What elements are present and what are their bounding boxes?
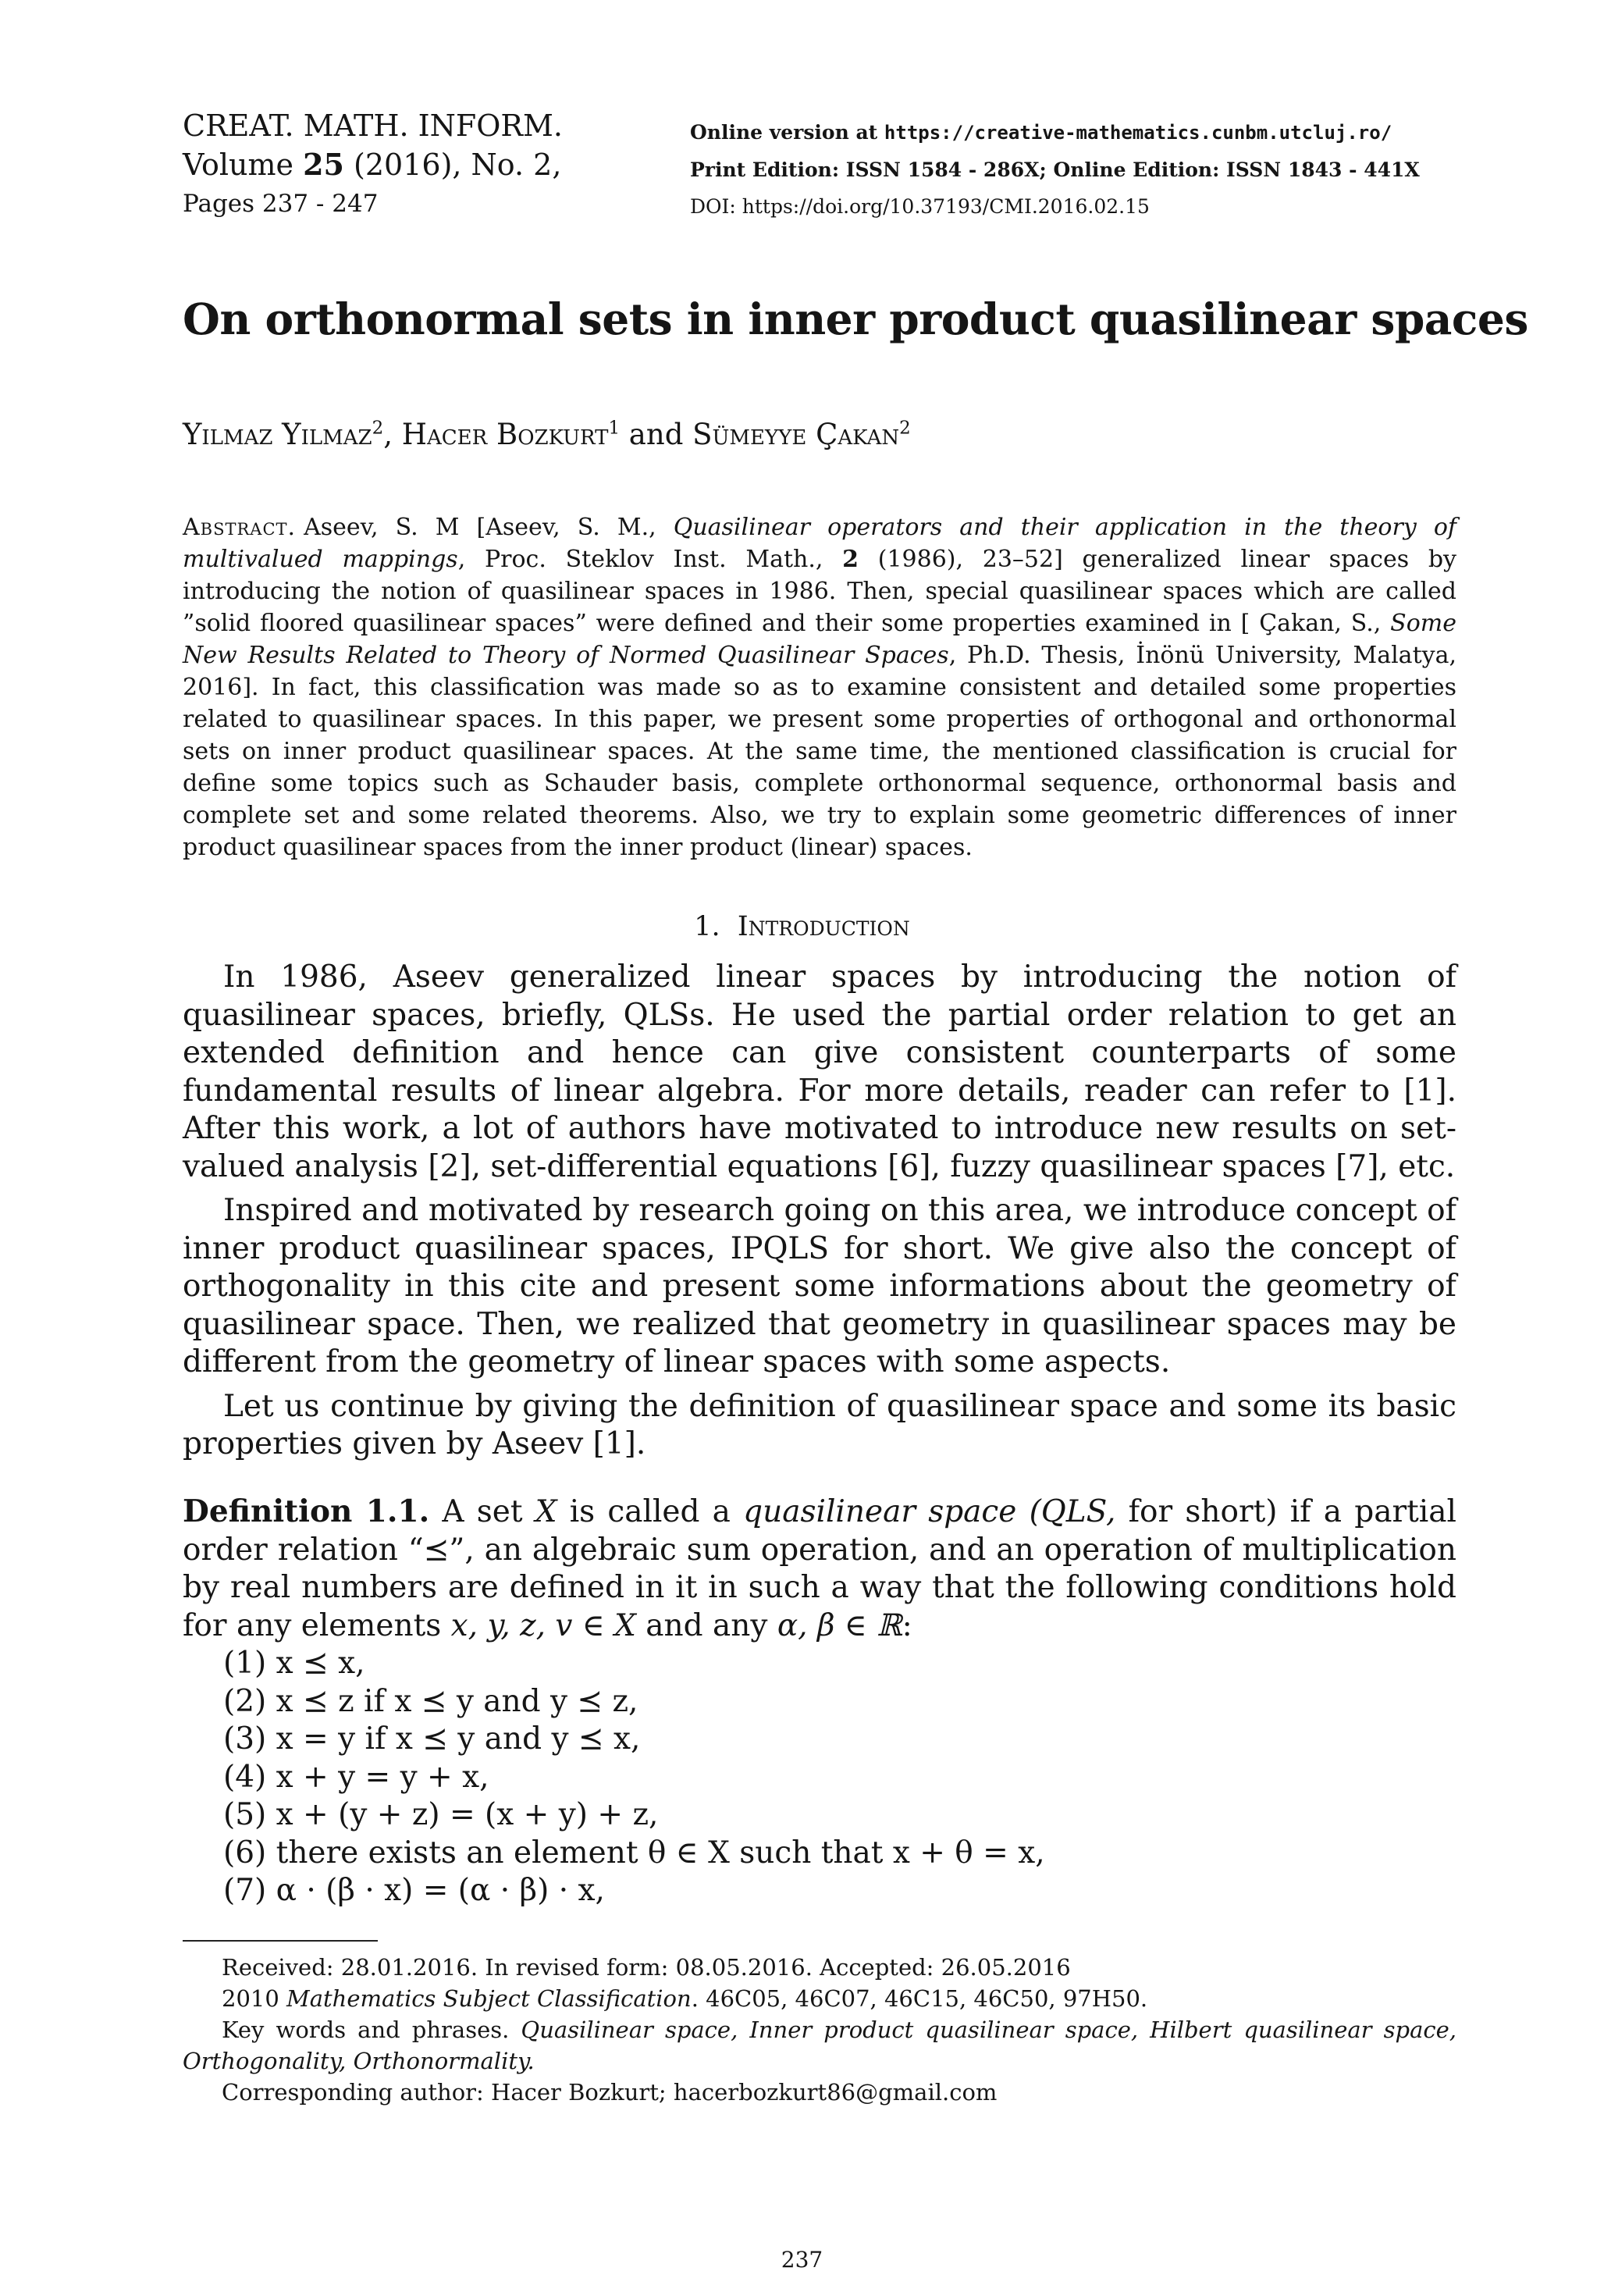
paragraph: Let us continue by giving the definition of quasilinear space and some its basic properties given by Aseev [1]. [183,1388,1456,1461]
definition-block [183,1493,1456,1910]
received-dates: Received: 28.01.2016. In revised form: 08.05.2016. Accepted: 26.05.2016 [222,1954,1071,1981]
author-3: Sümeyye Çakan [692,418,900,451]
msc-classification: 2010 Mathematics Subject Classification. 46C05, 46C07, 46C15, 46C50, 97H50. [222,1985,1148,2012]
abstract-label: Abstract. [183,514,297,541]
journal-header [183,106,563,223]
axiom-item: (3) x = y if x ⪯ y and y ⪯ x, [223,1721,641,1757]
issn-line: Print Edition: ISSN 1584 - 286X; Online Edition: ISSN 1843 - 441X [690,158,1420,181]
abstract: Abstract. Aseev, S. M [Aseev, S. M., Quasilinear operators and their application in the theory of multivalued mappings, Proc. Steklov Inst. Math., 2 (1986), 23–52] generalized linear spaces by introducing the notion of quasilinear spaces in 1986. Then, special quasilinear spaces which are called ”solid floored quasilinear spaces” were defined and their some properties examined in [ Çakan, S., Some New Results Related to Theory of Normed Quasilinear Spaces, Ph.D. Thesis, İnönü University, Malatya, 2016]. In fact, this classification was made so as to examine consistent and detailed some properties related to quasilinear spaces. In this paper, we present some properties of orthogonal and orthonormal sets on inner product quasilinear spaces. At the same time, the mentioned classification is crucial for define some topics such as Schauder basis, complete orthonormal sequence, orthonormal basis and complete set and some related theorems. Also, we try to explain some geometric differences of inner product quasilinear spaces from the inner product (linear) spaces. [183,514,1457,861]
keywords: Key words and phrases. Quasilinear space, Inner product quasilinear space, Hilbert quasilinear space, Orthogonality, Orthonormality. [183,2017,1456,2074]
doi-line[interactable]: DOI: https://doi.org/10.37193/CMI.2016.02.15 [690,195,1150,218]
axiom-item: (4) x + y = y + x, [223,1759,489,1795]
axiom-item: (6) there exists an element θ ∈ X such that x + θ = x, [223,1835,1045,1871]
online-version: Online version at https://creative-mathematics.cunbm.utcluj.ro/ [690,121,1392,144]
publication-meta [690,114,1420,225]
footnote-divider [183,1940,378,1942]
footnotes [183,1952,1456,2108]
journal-volume: Volume 25 (2016), No. 2, [183,147,562,182]
definition-label: Definition 1.1. [183,1493,430,1529]
axiom-item: (5) x + (y + z) = (x + y) + z, [223,1797,659,1832]
page-number: 237 [781,2247,823,2273]
axiom-list [183,1645,1456,1910]
author-2: Hacer Bozkurt [401,418,609,451]
corresponding-author: Corresponding author: Hacer Bozkurt; hacerbozkurt86@gmail.com [222,2079,998,2106]
journal-name: CREAT. MATH. INFORM. [183,109,564,143]
paragraph: In 1986, Aseev generalized linear spaces by introducing the notion of quasilinear spaces, briefly, QLSs. He used the partial order relation to get an extended definition and hence can give consistent counterparts of some fundamental results of linear algebra. For more details, reader can refer to [1]. After this work, a lot of authors have motivated to introduce new results on set-valued analysis [2], set-differential equations [6], fuzzy quasilinear spaces [7], etc. [183,959,1456,1184]
author-1: Yilmaz Yilmaz [183,418,372,451]
paper-title: On orthonormal sets in inner product quasilinear spaces [183,294,1528,344]
journal-pages: Pages 237 - 247 [183,190,379,218]
section-heading: 1. Introduction [694,911,910,942]
definition-text: Definition 1.1. A set X is called a quasilinear space (QLS, for short) if a partial order relation “⪯”, an algebraic sum operation, and an operation of multiplication by real numbers are defined in it in such a way that the following conditions hold for any elements x, y, z, v ∈ X and any α, β ∈ ℝ: [183,1493,1456,1643]
introduction-body [183,959,1456,1464]
journal-url-link[interactable]: https://creative-mathematics.cunbm.utcluj.ro/ [884,122,1392,144]
axiom-item: (1) x ⪯ x, [223,1646,365,1681]
author-list: Yilmaz Yilmaz$^2$, Hacer Bozkurt$^1$ and Sümeyye Çakan$^2$ [183,418,911,451]
axiom-item: (7) α · (β · x) = (α · β) · x, [223,1873,605,1908]
axiom-item: (2) x ⪯ z if x ⪯ y and y ⪯ z, [223,1683,638,1719]
paragraph: Inspired and motivated by research going on this area, we introduce concept of inner product quasilinear spaces, IPQLS for short. We give also the concept of orthogonality in this cite and present some informations about the geometry of quasilinear space. Then, we realized that geometry in quasilinear spaces may be different from the geometry of linear spaces with some aspects. [183,1193,1456,1379]
volume-number: 25 [303,147,344,182]
